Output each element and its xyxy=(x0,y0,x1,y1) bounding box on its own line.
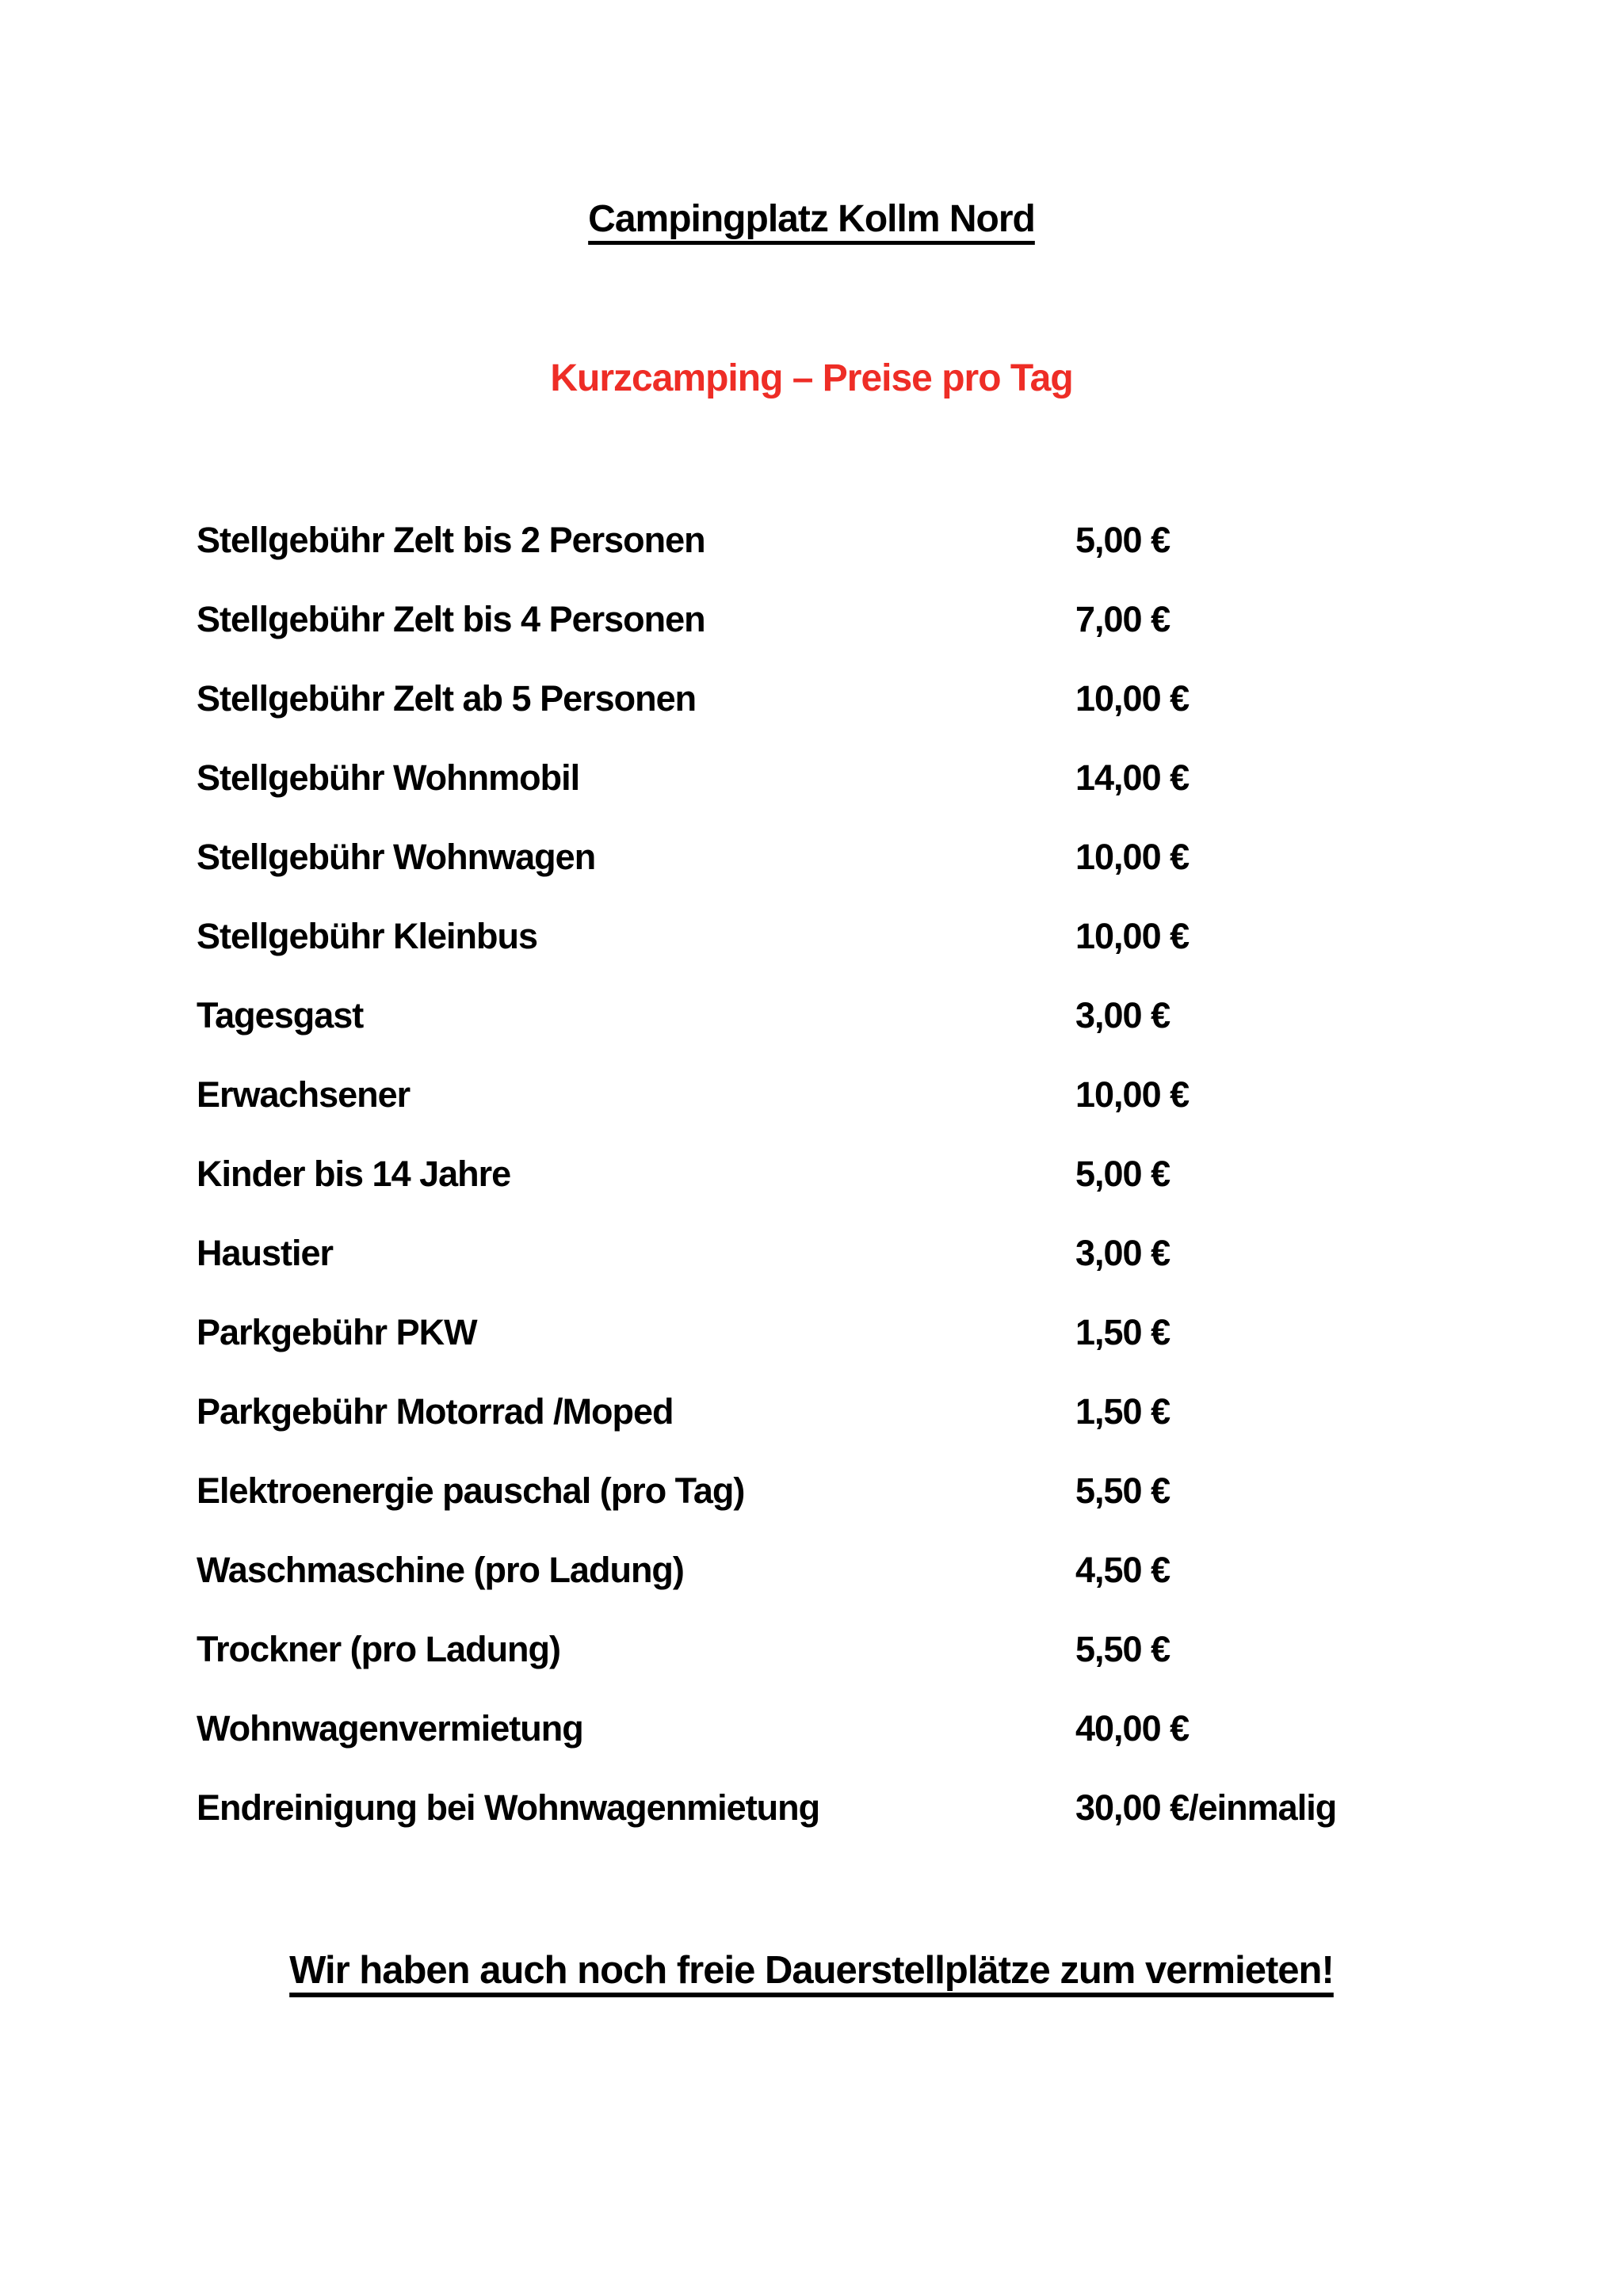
price-row xyxy=(197,659,1465,738)
price-item-value: 14,00 € xyxy=(1075,757,1190,798)
price-row xyxy=(197,1372,1465,1451)
price-row xyxy=(197,1531,1465,1610)
price-item-value: 10,00 € xyxy=(1075,1074,1190,1115)
price-item-label: Stellgebühr Wohnwagen xyxy=(197,837,596,877)
price-item-label: Trockner (pro Ladung) xyxy=(197,1629,561,1669)
price-item-label: Stellgebühr Zelt ab 5 Personen xyxy=(197,678,697,719)
price-list xyxy=(197,501,1465,1848)
price-item-value: 4,50 € xyxy=(1075,1550,1170,1590)
price-item-label: Stellgebühr Wohnmobil xyxy=(197,757,580,798)
price-item-label: Stellgebühr Zelt bis 2 Personen xyxy=(197,520,705,560)
price-item-label: Erwachsener xyxy=(197,1074,411,1115)
price-item-value: 10,00 € xyxy=(1075,916,1190,956)
footer-note: Wir haben auch noch freie Dauerstellplätze zum vermieten! xyxy=(289,1949,1334,1992)
price-row xyxy=(197,1768,1465,1848)
price-item-label: Waschmaschine (pro Ladung) xyxy=(197,1550,684,1590)
price-item-label: Stellgebühr Zelt bis 4 Personen xyxy=(197,599,705,639)
price-row xyxy=(197,1135,1465,1214)
price-item-value: 3,00 € xyxy=(1075,1233,1170,1273)
price-item-label: Tagesgast xyxy=(197,995,364,1035)
price-item-value: 30,00 €/einmalig xyxy=(1075,1787,1337,1828)
price-item-label: Stellgebühr Kleinbus xyxy=(197,916,538,956)
price-item-value: 10,00 € xyxy=(1075,837,1190,877)
price-row xyxy=(197,897,1465,976)
price-item-label: Elektroenergie pauschal (pro Tag) xyxy=(197,1470,745,1511)
price-item-label: Parkgebühr PKW xyxy=(197,1312,477,1352)
price-item-value: 1,50 € xyxy=(1075,1391,1170,1432)
page-title: Campingplatz Kollm Nord xyxy=(588,198,1035,240)
price-row xyxy=(197,1451,1465,1531)
price-item-label: Parkgebühr Motorrad /Moped xyxy=(197,1391,674,1432)
price-item-value: 7,00 € xyxy=(1075,599,1170,639)
price-row xyxy=(197,976,1465,1055)
price-row xyxy=(197,738,1465,818)
price-item-value: 40,00 € xyxy=(1075,1708,1190,1749)
price-row xyxy=(197,580,1465,659)
page-subtitle: Kurzcamping – Preise pro Tag xyxy=(550,357,1073,399)
price-item-label: Endreinigung bei Wohnwagenmietung xyxy=(197,1787,820,1828)
price-item-label: Kinder bis 14 Jahre xyxy=(197,1154,511,1194)
price-row xyxy=(197,1689,1465,1768)
price-row xyxy=(197,501,1465,580)
price-row xyxy=(197,1293,1465,1372)
price-row xyxy=(197,1055,1465,1135)
price-item-label: Haustier xyxy=(197,1233,334,1273)
price-item-value: 5,00 € xyxy=(1075,520,1170,560)
price-row xyxy=(197,1214,1465,1293)
price-item-value: 1,50 € xyxy=(1075,1312,1170,1352)
price-item-value: 3,00 € xyxy=(1075,995,1170,1035)
price-row xyxy=(197,818,1465,897)
price-item-value: 5,50 € xyxy=(1075,1629,1170,1669)
price-item-value: 5,00 € xyxy=(1075,1154,1170,1194)
price-item-value: 10,00 € xyxy=(1075,678,1190,719)
price-item-label: Wohnwagenvermietung xyxy=(197,1708,583,1749)
price-item-value: 5,50 € xyxy=(1075,1470,1170,1511)
price-row xyxy=(197,1610,1465,1689)
